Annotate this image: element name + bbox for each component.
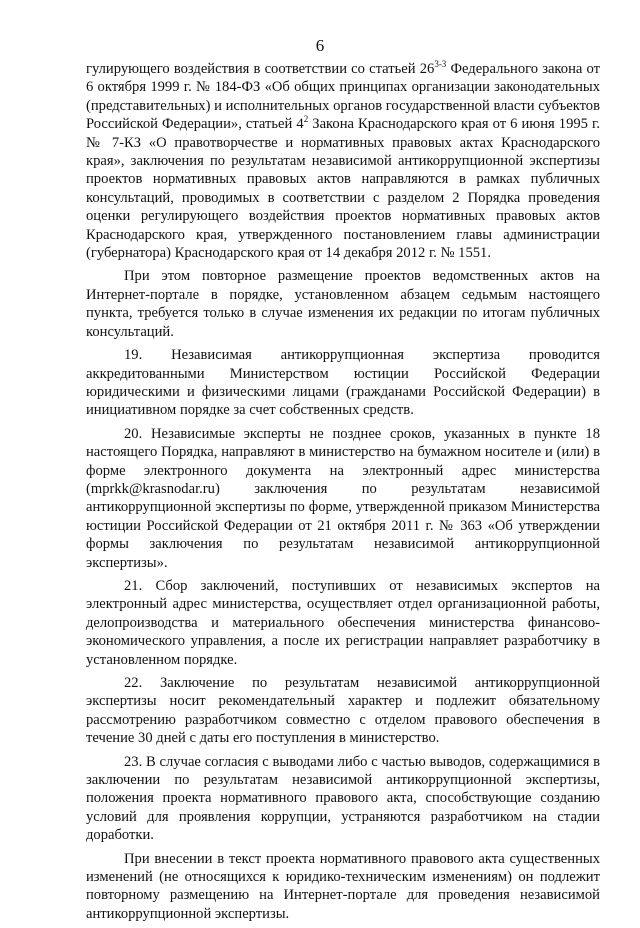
superscript: 3-3	[434, 59, 447, 70]
paragraph-text: Закона Краснодарского края от 6 июня 1995 г. № 7-КЗ «О правотворчестве и нормативных правовых актах Краснодарского края», заключения по результатам независимой антикоррупционной экспертизы проектов нормативных правовых актов направляются в рамках публичных консультаций, проводимых в соответствии с разделом 2 Порядка проведения оценки регулирующего воздействия проектов нормативных правовых актов Краснодарского края, утвержденного постановлением главы администрации (губернатора) Краснодарского края от 14 декабря 2012 г. № 1551.	[86, 116, 601, 262]
paragraph-item-20: 20. Независимые эксперты не позднее сроков, указанных в пункте 18 настоящего Порядка, направляют в министерство на бумажном носителе и (или) в форме электронного документа на электронный адрес министерства (mprkk@krasnodar.ru) заключения по результатам независимой антикоррупционной экспертизы по форме, утвержденной приказом Министерства юстиции Российской Федерации от 21 октября 2011 г. № 363 «Об утверждении формы заключения по результатам независимой антикоррупционной экспертизы».	[86, 425, 600, 571]
paragraph-item-21: 21. Сбор заключений, поступивших от независимых экспертов на электронный адрес министерства, осуществляет отдел организационной работы, делопроизводства и материального обеспечения министерства финансово-экономического управления, а после их регистрации направляет разработчику в установленном порядке.	[86, 577, 600, 668]
paragraph-text: гулирующего воздействия в соответствии со статьей 26	[86, 61, 435, 77]
superscript: 2	[303, 114, 309, 125]
paragraph-text: Федерального закона от 6 октября 1999 г. № 184-ФЗ «Об общих принципах организации законодательных (представительных) и исполнительных органов государственной власти субъектов Российской Федерации», статьей 4	[86, 61, 600, 133]
paragraph-final-note: При внесении в текст проекта нормативного правового акта существенных изменений (не относящихся к юридико-техническим изменениям) он подлежит повторному размещению на Интернет-портале для проведения независимой антикоррупционной экспертизы.	[86, 850, 600, 922]
paragraph-item-23: 23. В случае согласия с выводами либо с частью выводов, содержащимися в заключении по результатам независимой антикоррупционной экспертизы, положения проекта нормативного правового акта, способствующие созданию условий для проявления коррупции, устраняются разработчиком на стадии доработки.	[86, 753, 600, 844]
paragraph-republication-note: При этом повторное размещение проектов ведомственных актов на Интернет-портале в порядке, установленном абзацем седьмым настоящего пункта, требуется только в случае изменения их редакции по итогам публичных консультаций.	[86, 268, 600, 340]
document-body	[86, 60, 600, 928]
page-number: 6	[315, 36, 325, 55]
paragraph-continuation	[86, 60, 600, 262]
paragraph-item-19: 19. Независимая антикоррупционная экспертиза проводится аккредитованными Министерством юстиции Российской Федерации юридическими и физическими лицами (гражданами Российской Федерации) в инициативном порядке за счет собственных средств.	[86, 347, 600, 419]
paragraph-item-22: 22. Заключение по результатам независимой антикоррупционной экспертизы носит рекомендательный характер и подлежит обязательному рассмотрению разработчиком совместно с отделом правового обеспечения в течение 30 дней с даты его поступления в министерство.	[86, 675, 600, 747]
